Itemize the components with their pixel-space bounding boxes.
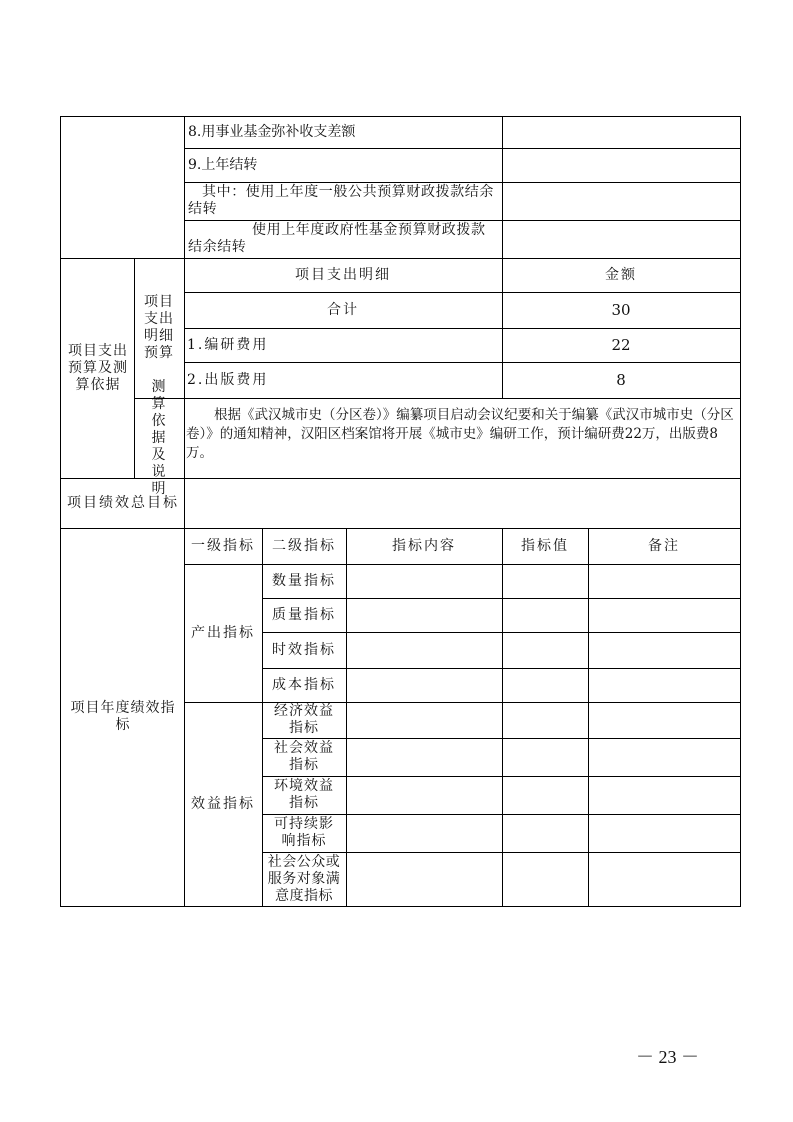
budget-row-9	[186, 148, 501, 182]
annual-indicators-label: 项目年度绩效指标	[70, 700, 176, 733]
general-carryover-text: 其中：使用上年度一般公共预算财政拨款结余结转	[188, 184, 494, 217]
level2-economic-benefit: 经济效益指标	[274, 703, 334, 736]
budget-row-8-text: 8.用事业基金弥补收支差额	[188, 123, 356, 140]
expense-outer-label: 项目支出预算及测算依据	[68, 342, 128, 393]
level2-timeliness: 时效指标	[272, 641, 336, 658]
total-label: 合计	[327, 301, 359, 318]
item-research-fee-amount: 22	[611, 335, 631, 354]
header-remark: 备注	[648, 537, 680, 554]
level2-social-benefit: 社会效益指标	[274, 740, 334, 773]
level2-cost: 成本指标	[272, 676, 336, 693]
level2-quality: 质量指标	[272, 606, 336, 623]
budget-row-general-carryover	[186, 184, 501, 220]
item-research-fee: 1.编研费用	[187, 336, 269, 353]
item-publication-fee: 2.出版费用	[187, 371, 269, 388]
page-number: － 23 －	[636, 1047, 699, 1067]
overall-goal-value	[184, 478, 740, 528]
overall-goal-label: 项目绩效总目标	[67, 494, 179, 511]
header-value: 指标值	[521, 537, 569, 554]
expense-detail-label: 项目支出明细预算	[144, 294, 174, 361]
budget-row-fund-carryover	[186, 222, 501, 258]
level2-quantity: 数量指标	[272, 572, 336, 589]
header-level2: 二级指标	[272, 537, 336, 554]
budget-row-9-text: 9.上年结转	[188, 156, 258, 173]
item-publication-fee-amount: 8	[616, 370, 626, 389]
level1-benefit: 效益指标	[191, 795, 255, 812]
budget-row-8	[186, 116, 501, 148]
fund-carryover-text: 使用上年度政府性基金预算财政拨款结余结转	[188, 222, 486, 255]
header-item: 项目支出明细	[295, 266, 391, 283]
basis-text: 根据《武汉城市史（分区卷）》编纂项目启动会议纪要和关于编纂《武汉市城市史（分区卷）》的通知精神，汉阳区档案馆将开展《城市史》编研工作，预计编研费22万，出版费8万。	[186, 407, 734, 461]
level2-sustainability: 可持续影响指标	[274, 816, 334, 849]
header-amount: 金额	[605, 266, 637, 283]
level2-environmental-benefit: 环境效益指标	[274, 778, 334, 811]
basis-label: 测算依据及说明	[151, 378, 167, 497]
header-level1: 一级指标	[191, 537, 255, 554]
level1-output: 产出指标	[191, 624, 255, 641]
level2-satisfaction: 社会公众或服务对象满意度指标	[267, 853, 341, 904]
total-amount: 30	[611, 300, 631, 319]
header-content: 指标内容	[392, 537, 456, 554]
